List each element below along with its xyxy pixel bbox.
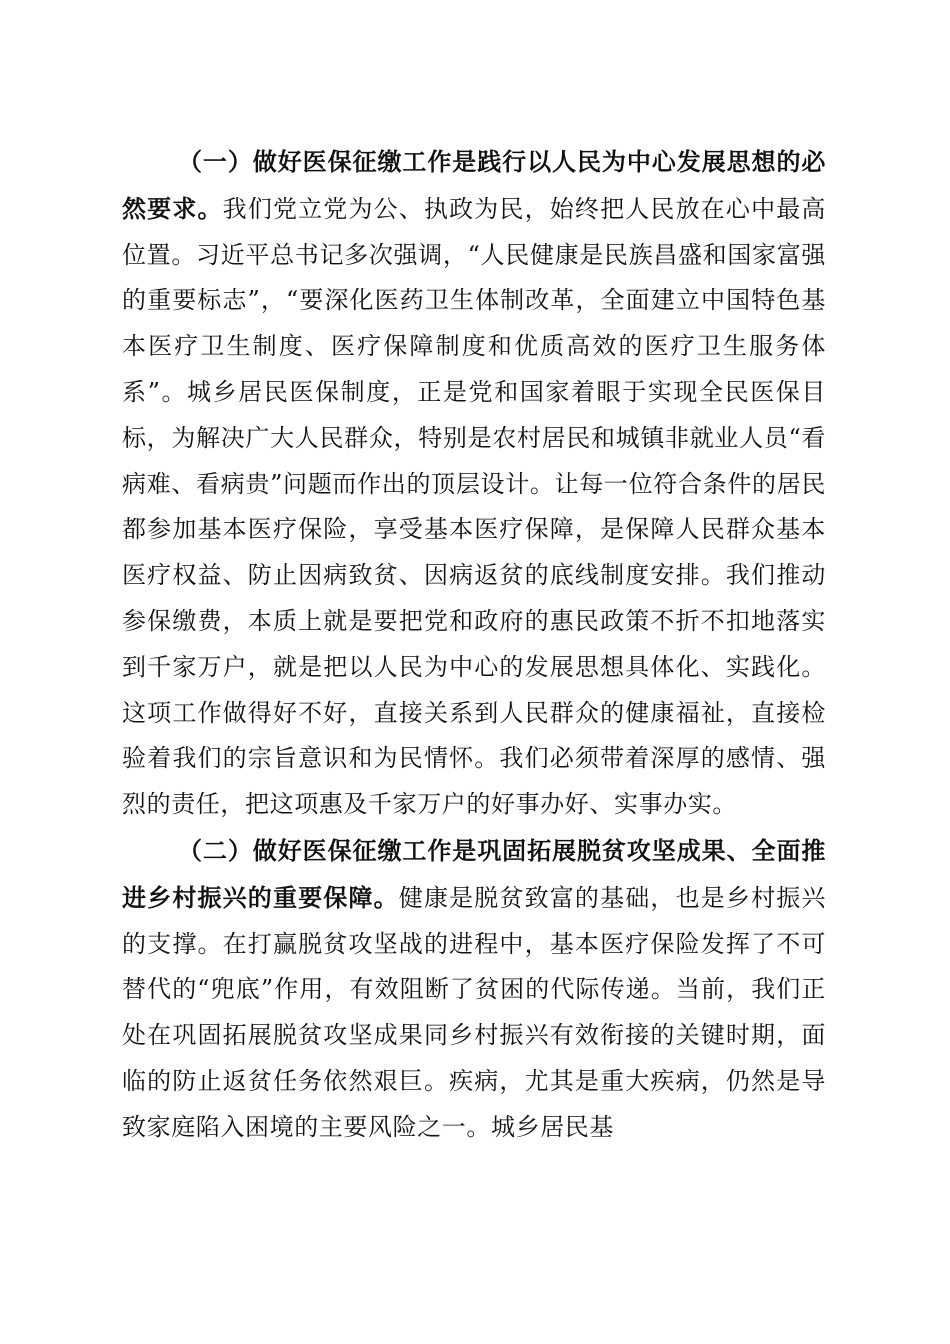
paragraph-1 bbox=[122, 139, 826, 828]
paragraph-1-body: 我们党立党为公、执政为民，始终把人民放在心中最高位置。习近平总书记多次强调，“人民健康是民族昌盛和国家富强的重要标志”，“要深化医药卫生体制改革，全面建立中国特色基本医疗卫生制度、医疗保障制度和优质高效的医疗卫生服务体系”。城乡居民医保制度，正是党和国家着眼于实现全民医保目标，为解决广大人民群众，特别是农村居民和城镇非就业人员“看病难、看病贵”问题而作出的顶层设计。让每一位符合条件的居民都参加基本医疗保险，享受基本医疗保障，是保障人民群众基本医疗权益、防止因病致贫、因病返贫的底线制度安排。我们推动参保缴费，本质上就是要把党和政府的惠民政策不折不扣地落实到千家万户，就是把以人民为中心的发展思想具体化、实践化。这项工作做得好不好，直接关系到人民群众的健康福祉，直接检验着我们的宗旨意识和为民情怀。我们必须带着深厚的感情、强烈的责任，把这项惠及千家万户的好事办好、实事办实。 bbox=[122, 194, 826, 819]
paragraph-2-heading: （二）做好医保征缴工作是巩固拓展脱贫攻坚成果、全面推进乡村振兴的重要保障。 bbox=[122, 835, 826, 912]
document-page bbox=[122, 139, 826, 1151]
paragraph-2-body: 健康是脱贫致富的基础，也是乡村振兴的支撑。在打赢脱贫攻坚战的进程中，基本医疗保险发挥了不可替代的“兜底”作用，有效阻断了贫困的代际传递。当前，我们正处在巩固拓展脱贫攻坚成果同乡村振兴有效衔接的关键时期，面临的防止返贫任务依然艰巨。疾病，尤其是重大疾病，仍然是导致家庭陷入困境的主要风险之一。城乡居民基 bbox=[122, 883, 826, 1141]
paragraph-2 bbox=[122, 828, 826, 1151]
paragraph-1-heading: （一）做好医保征缴工作是践行以人民为中心发展思想的必然要求。 bbox=[122, 147, 826, 223]
